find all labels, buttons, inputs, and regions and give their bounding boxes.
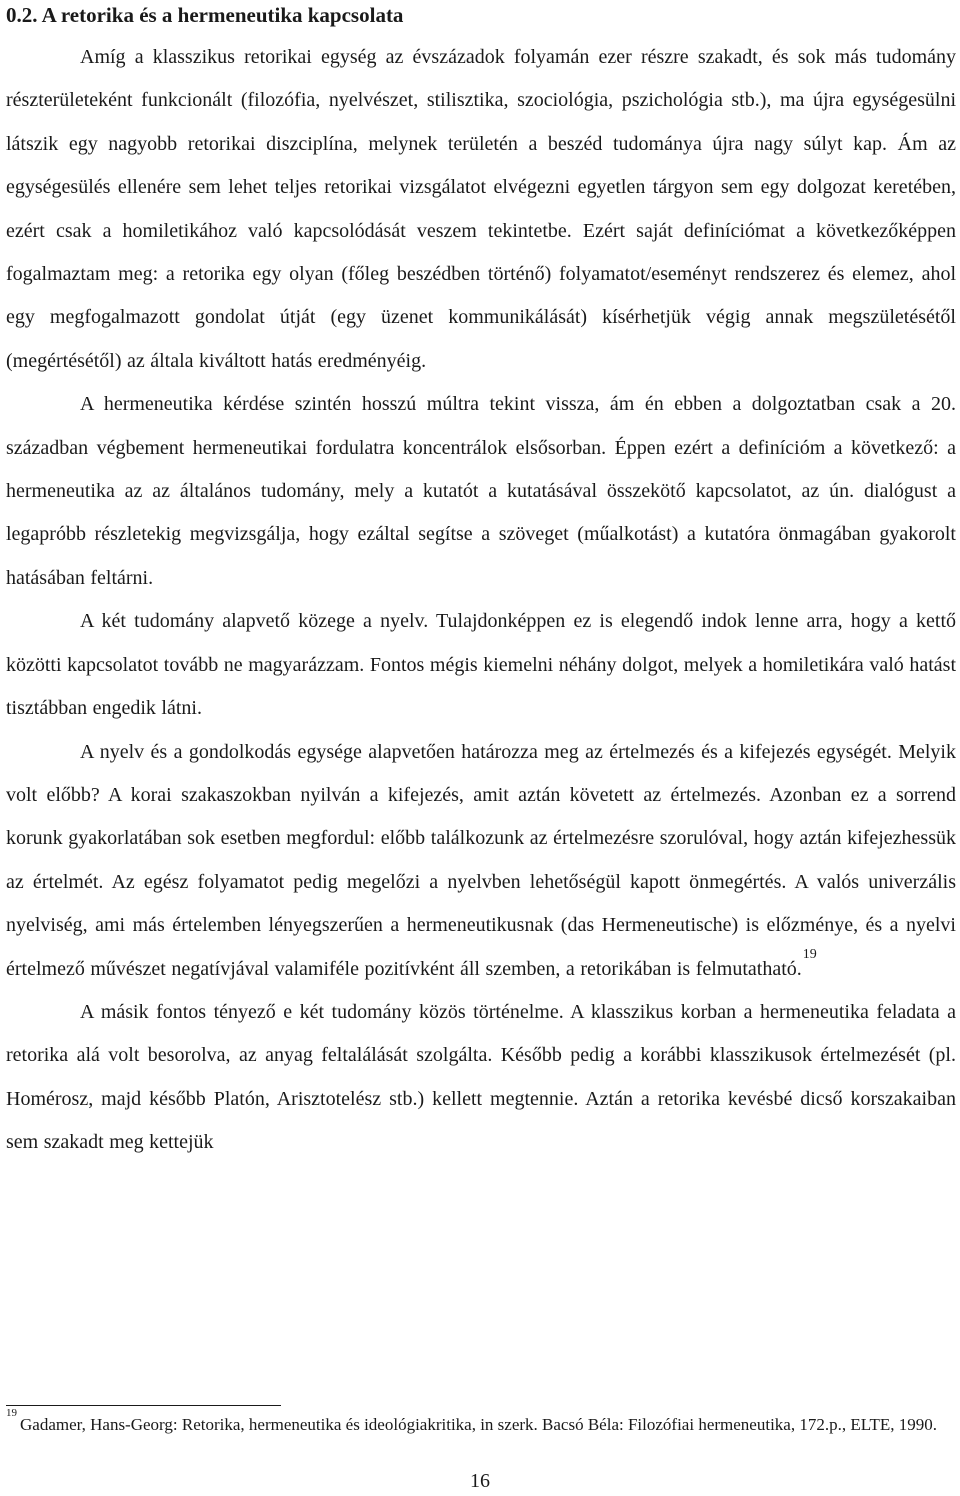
document-page [6,0,956,1165]
footnote-reference[interactable]: 19 [802,946,817,962]
footnote-text: Gadamer, Hans-Georg: Retorika, hermeneutika és ideológiakritika, in szerk. Bacsó Béla: Filozófiai hermeneutika, 172.p., ELTE, 1990. [20,1415,938,1434]
section-heading: 0.2. A retorika és a hermeneutika kapcsolata [6,3,404,27]
body-text [6,36,956,1165]
paragraph-4 [6,731,956,991]
footnote-divider [6,1405,281,1406]
paragraph-5: A másik fontos tényező e két tudomány közös történelme. A klasszikus korban a hermeneutika feladata a retorika alá volt besorolva, az anyag feltalálását szolgálta. Később pedig a korábbi klasszikusok értelmezését (pl. Homérosz, majd később Platón, Arisztotelész stb.) kellett megtennie. Aztán a retorika kevésbé dicső korszakaiban sem szakadt meg kettejük [6,1000,956,1154]
paragraph-3: A két tudomány alapvető közege a nyelv. Tulajdonképpen ez is elegendő indok lenne arra, hogy a kettő közötti kapcsolatot tovább ne magyarázzam. Fontos mégis kiemelni néhány dolgot, melyek a homiletikára való hatást tisztábban engedik látni. [6,610,956,720]
footnote [6,1407,951,1436]
footnote-number: 19 [6,1407,17,1420]
paragraph-1: Amíg a klasszikus retorikai egység az évszázadok folyamán ezer részre szakadt, és sok más tudomány részterületeként funkcionált (filozófia, nyelvészet, stilisztika, szociológia, pszichológia stb.), ma újra egységesülni látszik egy nagyobb retorikai diszciplína, melynek területén a beszéd tudománya újra nagy súlyt kap. Ám az egységesülés ellenére sem lehet teljes retorikai vizsgálatot elvégezni egyetlen tárgyon sem egy dolgozat keretében, ezért csak a homiletikához való kapcsolódását veszem tekintetbe. Ezért saját definíciómat a következőképpen fogalmaztam meg: a retorika egy olyan (főleg beszédben történő) folyamatot/eseményt rendszerez és elemez, ahol egy megfogalmazott gondolat útját (egy üzenet kommunikálását) kísérhetjük végig annak megszületésétől (megértésétől) az általa kiváltott hatás eredményéig. [6,46,956,372]
paragraph-4-text: A nyelv és a gondolkodás egysége alapvetően határozza meg az értelmezés és a kifejezés egységét. Melyik volt előbb? A korai szakaszokban nyilván a kifejezés, amit aztán követett az értelmezés. Azonban ez a sorrend korunk gyakorlatában sok esetben megfordul: előbb találkozunk az értelmezésre szorulóval, hogy aztán kifejezhessük az értelmét. Az egész folyamatot pedig megelőzi a nyelvben lehetőségül kapott önmegértés. A valós univerzális nyelviség, ami más értelemben lényegszerűen a hermeneutikusnak (das Hermeneutische) is előzménye, és a nyelvi értelmező művészet negatívjával valamiféle pozitívként áll szemben, a retorikában is felmutatható. [6,740,956,980]
paragraph-2: A hermeneutika kérdése szintén hosszú múltra tekint vissza, ám én ebben a dolgoztatban csak a 20. században végbement hermeneutikai fordulatra koncentrálok elsősorban. Éppen ezért a definícióm a következő: a hermeneutika az az általános tudomány, mely a kutatót a kutatásával összekötő kapcsolatot, az ún. dialógust a legapróbb részletekig megvizsgálja, hogy ezáltal segítse a szöveget (műalkotást) a kutatóra önmagában gyakorolt hatásában feltárni. [6,393,956,589]
page-number: 16 [470,1470,490,1492]
